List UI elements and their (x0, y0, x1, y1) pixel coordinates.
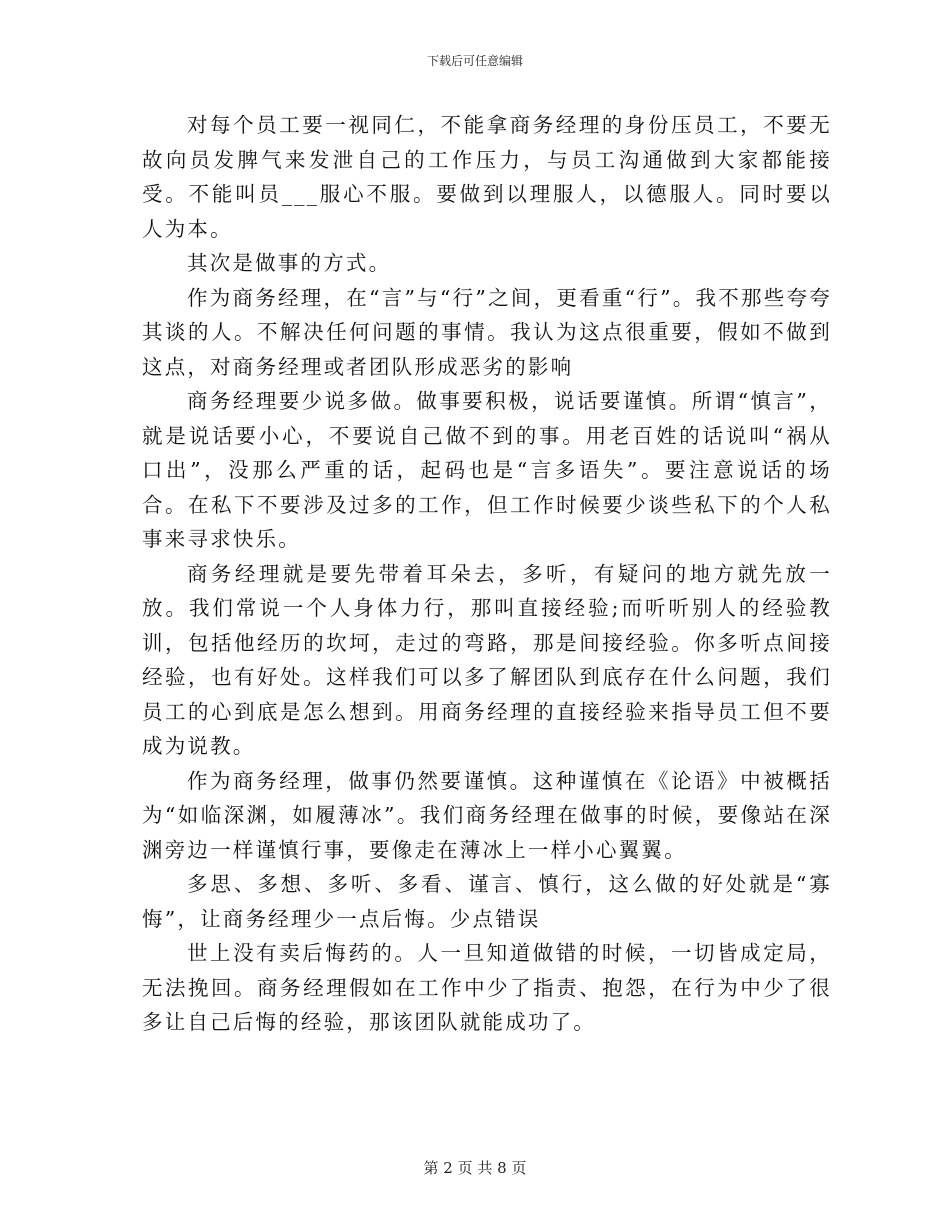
paragraph: 商务经理就是要先带着耳朵去，多听，有疑问的地方就先放一放。我们常说一个人身体力行，那叫直接经验;而听听别人的经验教训，包括他经历的坎坷，走过的弯路，那是间接经验。你多听点间接经验，也有好处。这样我们可以多了解团队到底存在什么问题，我们员工的心到底是怎么想到。用商务经理的直接经验来指导员工但不要成为说教。 (142, 561, 832, 758)
document-body (142, 108, 832, 1040)
paragraph: 世上没有卖后悔药的。人一旦知道做错的时候，一切皆成定局，无法挽回。商务经理假如在工作中少了指责、抱怨，在行为中少了很多让自己后悔的经验，那该团队就能成功了。 (142, 941, 832, 1034)
paragraph: 对每个员工要一视同仁，不能拿商务经理的身份压员工，不要无故向员发脾气来发泄自己的工作压力，与员工沟通做到大家都能接受。不能叫员___服心不服。要做到以理服人，以德服人。同时要以人为本。 (142, 113, 832, 241)
page-number: 第 2 页 共 8 页 (423, 1159, 527, 1177)
paragraph: 作为商务经理，在“言”与“行”之间，更看重“行”。我不那些夸夸其谈的人。不解决任何问题的事情。我认为这点很重要，假如不做到这点，对商务经理或者团队形成恶劣的影响 (142, 285, 832, 379)
paragraph: 商务经理要少说多做。做事要积极，说话要谨慎。所谓“慎言”，就是说话要小心，不要说自己做不到的事。用老百姓的话说叫“祸从口出”，没那么严重的话，起码也是“言多语失”。要注意说话的场合。在私下不要涉及过多的工作，但工作时候要少谈些私下的个人私事来寻求快乐。 (142, 389, 832, 551)
paragraph: 其次是做事的方式。 (187, 251, 392, 275)
paragraph: 多思、多想、多听、多看、谨言、慎行，这么做的好处就是“寡悔”，让商务经理少一点后悔。少点错误 (142, 872, 832, 931)
page-header: 下载后可任意编辑 (426, 54, 523, 68)
paragraph: 作为商务经理，做事仍然要谨慎。这种谨慎在《论语》中被概括为“如临深渊，如履薄冰”。我们商务经理在做事的时候，要像站在深渊旁边一样谨慎行事，要像走在薄冰上一样小心翼翼。 (142, 768, 832, 862)
